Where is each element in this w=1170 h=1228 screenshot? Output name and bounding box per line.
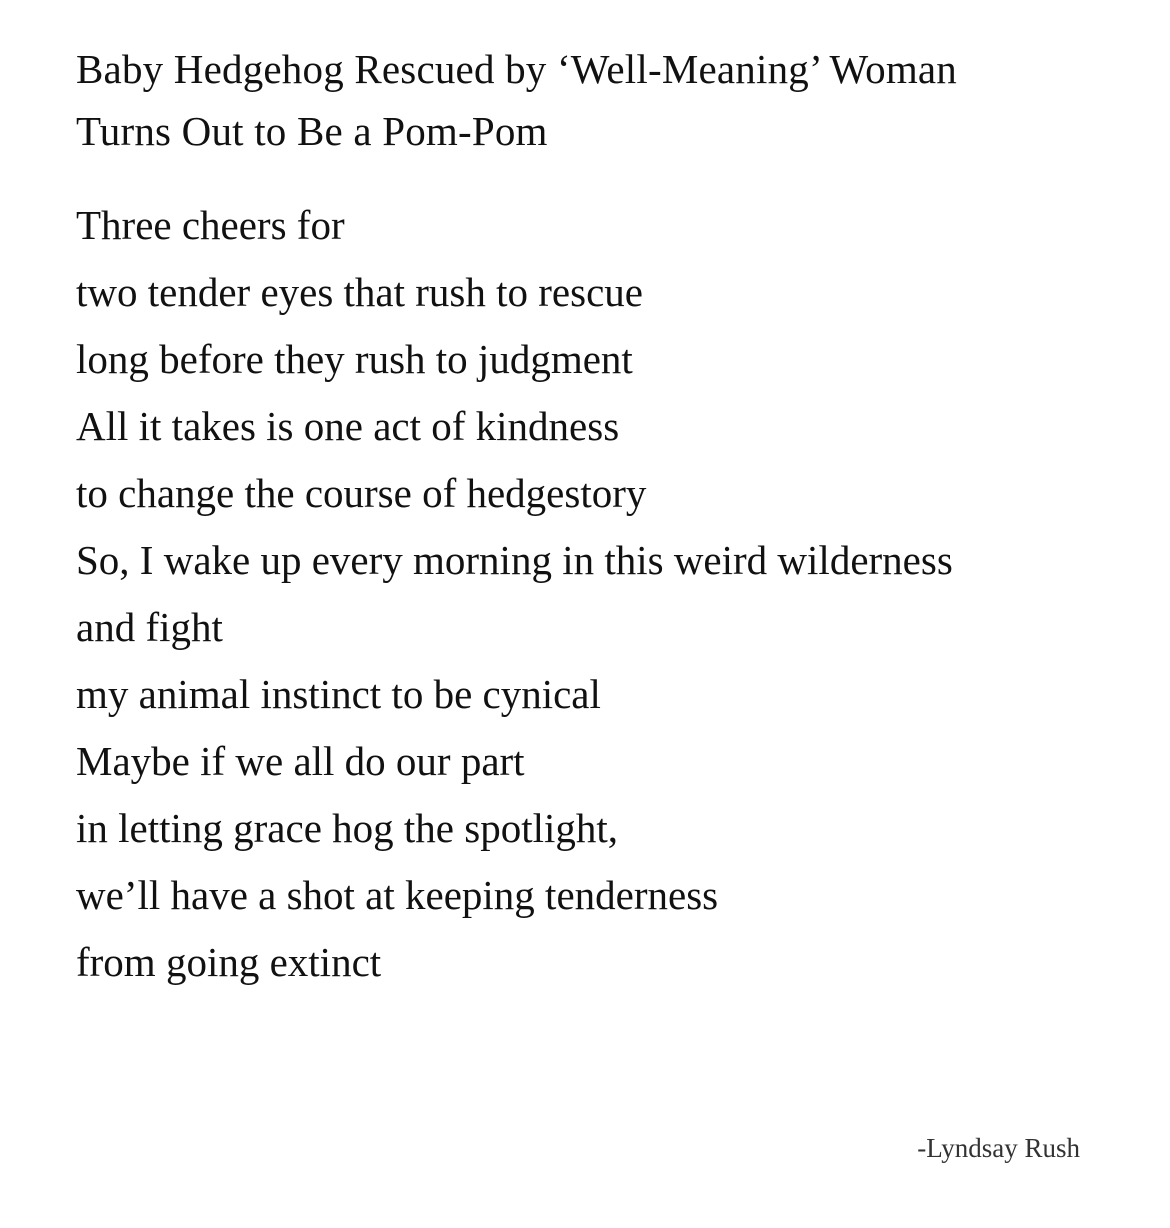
poem-line-8: my animal instinct to be cynical [76, 671, 601, 717]
poem-line-11: we’ll have a shot at keeping tenderness [76, 872, 719, 918]
poem-line-12: from going extinct [76, 939, 382, 985]
poem-title-line-2: Turns Out to Be a Pom-Pom [76, 108, 548, 154]
poem-line-3: long before they rush to judgment [76, 336, 633, 382]
poem-line-1: Three cheers for [76, 202, 345, 248]
author-signature: -Lyndsay Rush [917, 1133, 1080, 1163]
poem-title [76, 38, 1136, 162]
poem-line-5: to change the course of hedgestory [76, 470, 647, 516]
poem-line-7: and fight [76, 604, 223, 650]
poem-line-4: All it takes is one act of kindness [76, 403, 620, 449]
poem-line-10: in letting grace hog the spotlight, [76, 805, 619, 851]
poem-line-9: Maybe if we all do our part [76, 738, 525, 784]
poem-body [76, 192, 1136, 996]
poem-line-6: So, I wake up every morning in this weird wilderness [76, 537, 953, 583]
poem-line-2: two tender eyes that rush to rescue [76, 269, 643, 315]
poem-title-line-1: Baby Hedgehog Rescued by ‘Well-Meaning’ Woman [76, 46, 958, 92]
